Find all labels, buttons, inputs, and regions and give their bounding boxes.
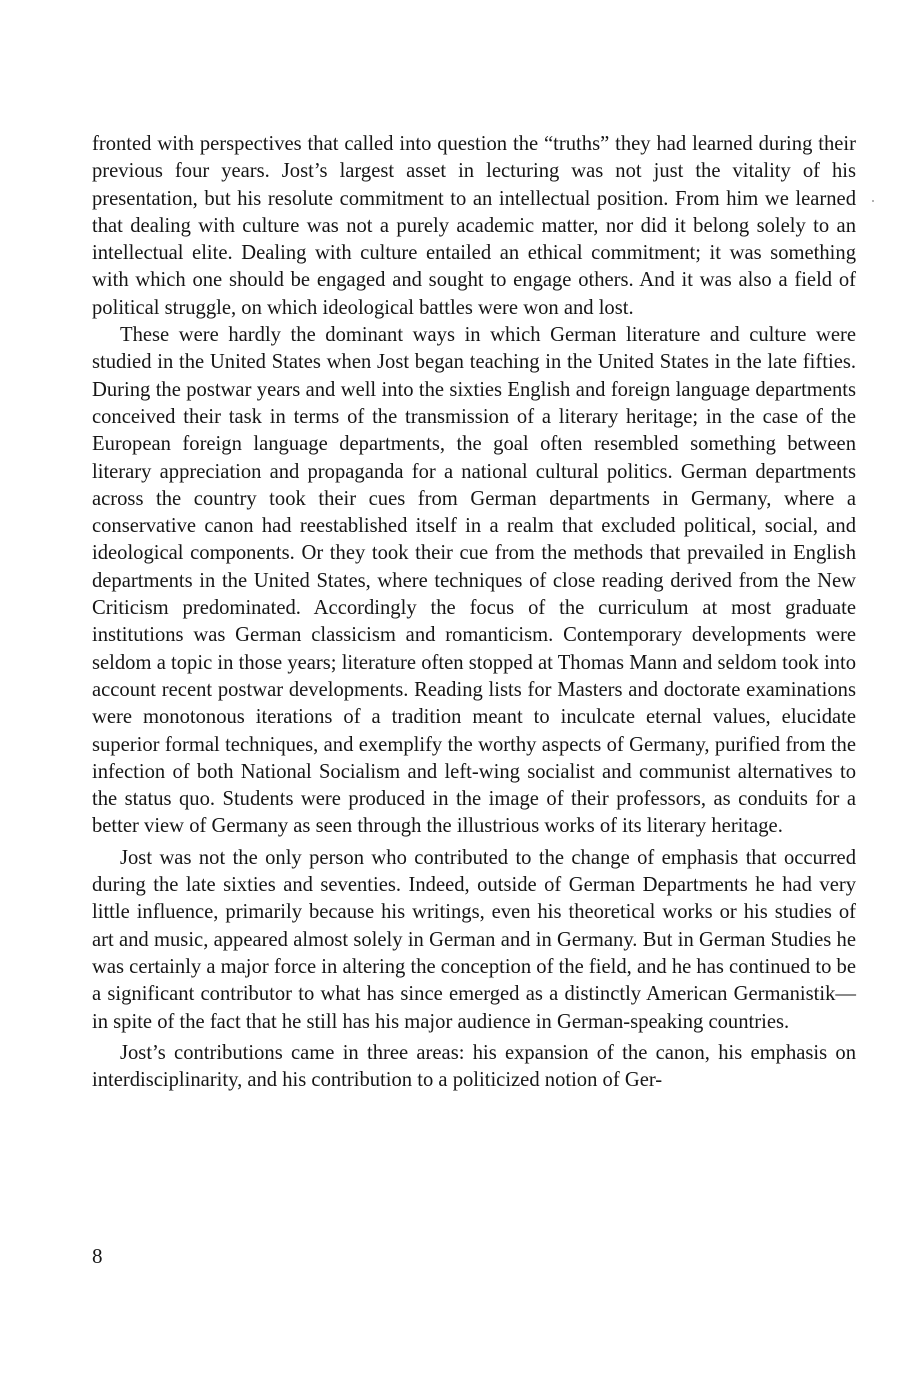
paragraph-3: Jost was not the only person who contributed to the change of emphasis that occurred during the late sixties and seventies. Indeed, outside of German Departments he had very little influence, primarily because his writings, even his theoretical works or his studies of art and music, appeared almost solely in German and in Germany. But in German Studies he was certainly a major force in altering the conception of the field, and he has continued to be a significant contributor to what has since emerged as a distinctly American Germanistik—in spite of the fact that he still has his major audience in German-speaking countries. [92,846,856,1033]
body-text [92,131,856,1094]
page-number: 8 [92,1244,103,1268]
paragraph-4: Jost’s contributions came in three areas: his expansion of the canon, his emphasis on interdisciplinarity, and his contribution to a politicized notion of Ger- [92,1041,856,1092]
paragraph-1: fronted with perspectives that called into question the “truths” they had learned during their previous four years. Jost’s largest asset in lecturing was not just the vitality of his presentation, but his resolute commitment to an intellectual position. From him we learned that dealing with culture was not a purely academic matter, nor did it belong solely to an intellectual elite. Dealing with culture entailed an ethical commitment; it was something with which one should be engaged and sought to engage others. And it was also a field of political struggle, on which ideological battles were won and lost. [92,133,856,319]
scan-speck [872,200,874,202]
paragraph-2: These were hardly the dominant ways in which German literature and culture were studied in the United States when Jost began teaching in the United States in the late fifties. During the postwar years and well into the sixties English and foreign language departments conceived their task in terms of the transmission of a literary heritage; in the case of the European foreign language departments, the goal often resembled something between literary appreciation and propaganda for a national cultural politics. German departments across the country took their cues from German departments in Germany, where a conservative canon had reestablished itself in a realm that excluded political, social, and ideological components. Or they took their cue from the methods that prevailed in English departments in the United States, where techniques of close reading derived from the New Criticism predominated. Accordingly the focus of the curriculum at most graduate institutions was German classicism and romanticism. Contemporary developments were seldom a topic in those years; literature often stopped at Thomas Mann and seldom took into account recent postwar developments. Reading lists for Masters and doctorate examinations were monotonous iterations of a tradition meant to inculcate eternal values, elucidate superior formal techniques, and exemplify the worthy aspects of Germany, purified from the infection of both National Socialism and left-wing socialist and communist alternatives to the status quo. Students were produced in the image of their professors, as conduits for a better view of Germany as seen through the illustrious works of its literary heritage. [92,324,856,838]
